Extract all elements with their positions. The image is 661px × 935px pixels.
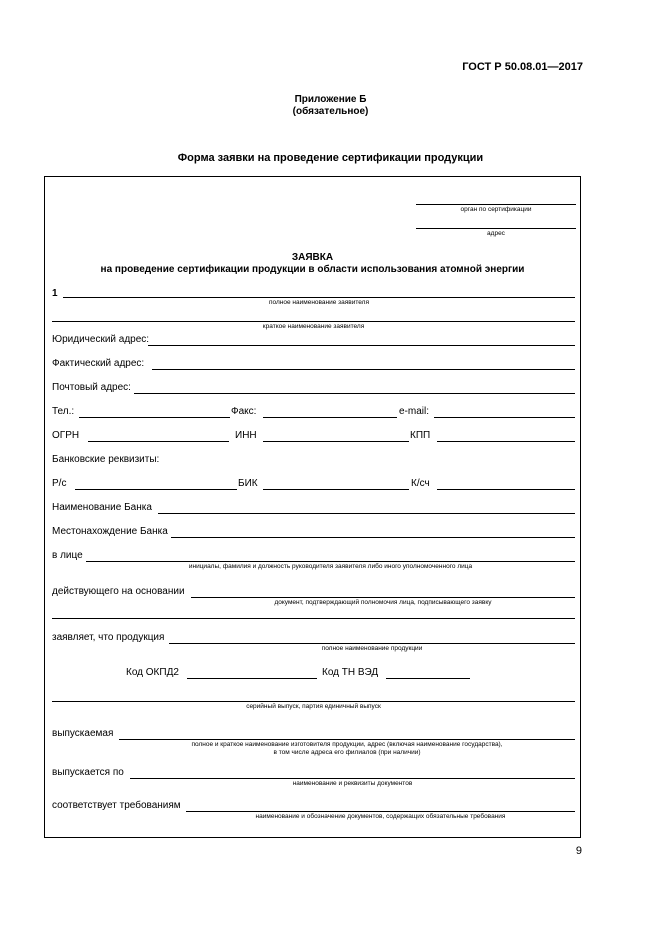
rs-line[interactable] xyxy=(75,489,237,490)
acting-basis-caption: документ, подтверждающий полномочия лица, подписывающего заявку xyxy=(274,599,492,606)
in-person-line[interactable] xyxy=(86,561,575,562)
bank-name-label: Наименование Банка xyxy=(52,502,152,513)
ks-label: К/сч xyxy=(411,478,430,489)
application-title: ЗАЯВКА xyxy=(291,252,334,263)
bank-details-label: Банковские реквизиты: xyxy=(52,454,160,465)
ogrn-label: ОГРН xyxy=(52,430,80,441)
inn-line[interactable] xyxy=(263,441,409,442)
bank-name-line[interactable] xyxy=(158,513,575,514)
rs-label: Р/с xyxy=(52,478,67,489)
email-line[interactable] xyxy=(434,417,575,418)
tel-label: Тел.: xyxy=(52,406,75,417)
postal-address-line[interactable] xyxy=(134,393,575,394)
actual-address-line[interactable] xyxy=(152,369,575,370)
bank-location-label: Местонахождение Банка xyxy=(52,526,168,537)
appendix-subtitle: (обязательное) xyxy=(292,106,369,117)
fax-label: Факс: xyxy=(231,406,257,417)
address-line[interactable] xyxy=(416,228,576,229)
fax-line[interactable] xyxy=(263,417,397,418)
item-number: 1 xyxy=(52,288,58,299)
okpd2-line[interactable] xyxy=(187,678,317,679)
complies-caption: наименование и обозначение документов, содержащих обязательные требования xyxy=(255,813,506,820)
produced-by-label: выпускается по xyxy=(52,767,124,778)
product-caption: полное наименование продукции xyxy=(321,645,423,652)
manufacturer-caption-2: в том числе адреса его филиалов (при наличии) xyxy=(273,749,421,756)
produced-by-caption: наименование и реквизиты документов xyxy=(292,780,413,787)
full-name-caption: полное наименование заявителя xyxy=(269,299,369,306)
legal-address-label: Юридический адрес: xyxy=(52,334,150,345)
application-subtitle: на проведение сертификации продукции в области использования атомной энергии xyxy=(100,264,525,275)
cert-body-caption: орган по сертификации xyxy=(460,206,532,213)
produced-label: выпускаемая xyxy=(52,728,114,739)
kpp-line[interactable] xyxy=(437,441,575,442)
address-caption: адрес xyxy=(487,230,505,237)
complies-line[interactable] xyxy=(186,811,575,812)
declares-label: заявляет, что продукция xyxy=(52,632,165,643)
bik-line[interactable] xyxy=(263,489,409,490)
actual-address-label: Фактический адрес: xyxy=(52,358,145,369)
acting-basis-line-2[interactable] xyxy=(52,618,575,619)
legal-address-line[interactable] xyxy=(148,345,575,346)
ks-line[interactable] xyxy=(437,489,575,490)
in-person-caption: инициалы, фамилия и должность руководителя заявителя либо иного уполномоченного лица xyxy=(188,563,473,570)
tel-line[interactable] xyxy=(79,417,230,418)
short-name-caption: краткое наименование заявителя xyxy=(262,323,365,330)
manufacturer-line[interactable] xyxy=(119,739,575,740)
appendix-title: Приложение Б xyxy=(294,94,367,105)
full-name-line[interactable] xyxy=(63,297,575,298)
application-form xyxy=(44,176,581,838)
inn-label: ИНН xyxy=(235,430,257,441)
produced-by-line[interactable] xyxy=(130,778,575,779)
email-label: e-mail: xyxy=(399,406,430,417)
kpp-label: КПП xyxy=(410,430,431,441)
form-title: Форма заявки на проведение сертификации продукции xyxy=(177,152,484,164)
release-line[interactable] xyxy=(52,701,575,702)
okpd2-label: Код ОКПД2 xyxy=(126,667,179,678)
bik-label: БИК xyxy=(238,478,258,489)
product-line[interactable] xyxy=(169,643,575,644)
release-caption: серийный выпуск, партия единичный выпуск xyxy=(246,703,381,710)
bank-location-line[interactable] xyxy=(171,537,575,538)
cert-body-line[interactable] xyxy=(416,204,576,205)
tn-ved-line[interactable] xyxy=(386,678,470,679)
ogrn-line[interactable] xyxy=(88,441,229,442)
in-person-label: в лице xyxy=(52,550,83,561)
acting-basis-label: действующего на основании xyxy=(52,586,185,597)
manufacturer-caption-1: полное и краткое наименование изготовителя продукции, адрес (включая наименование государства), xyxy=(191,741,503,748)
page-number: 9 xyxy=(575,845,582,857)
acting-basis-line[interactable] xyxy=(191,597,575,598)
postal-address-label: Почтовый адрес: xyxy=(52,382,131,393)
short-name-line[interactable] xyxy=(52,321,575,322)
complies-label: соответствует требованиям xyxy=(52,800,181,811)
tn-ved-label: Код ТН ВЭД xyxy=(322,667,379,678)
document-number: ГОСТ Р 50.08.01—2017 xyxy=(462,61,583,73)
